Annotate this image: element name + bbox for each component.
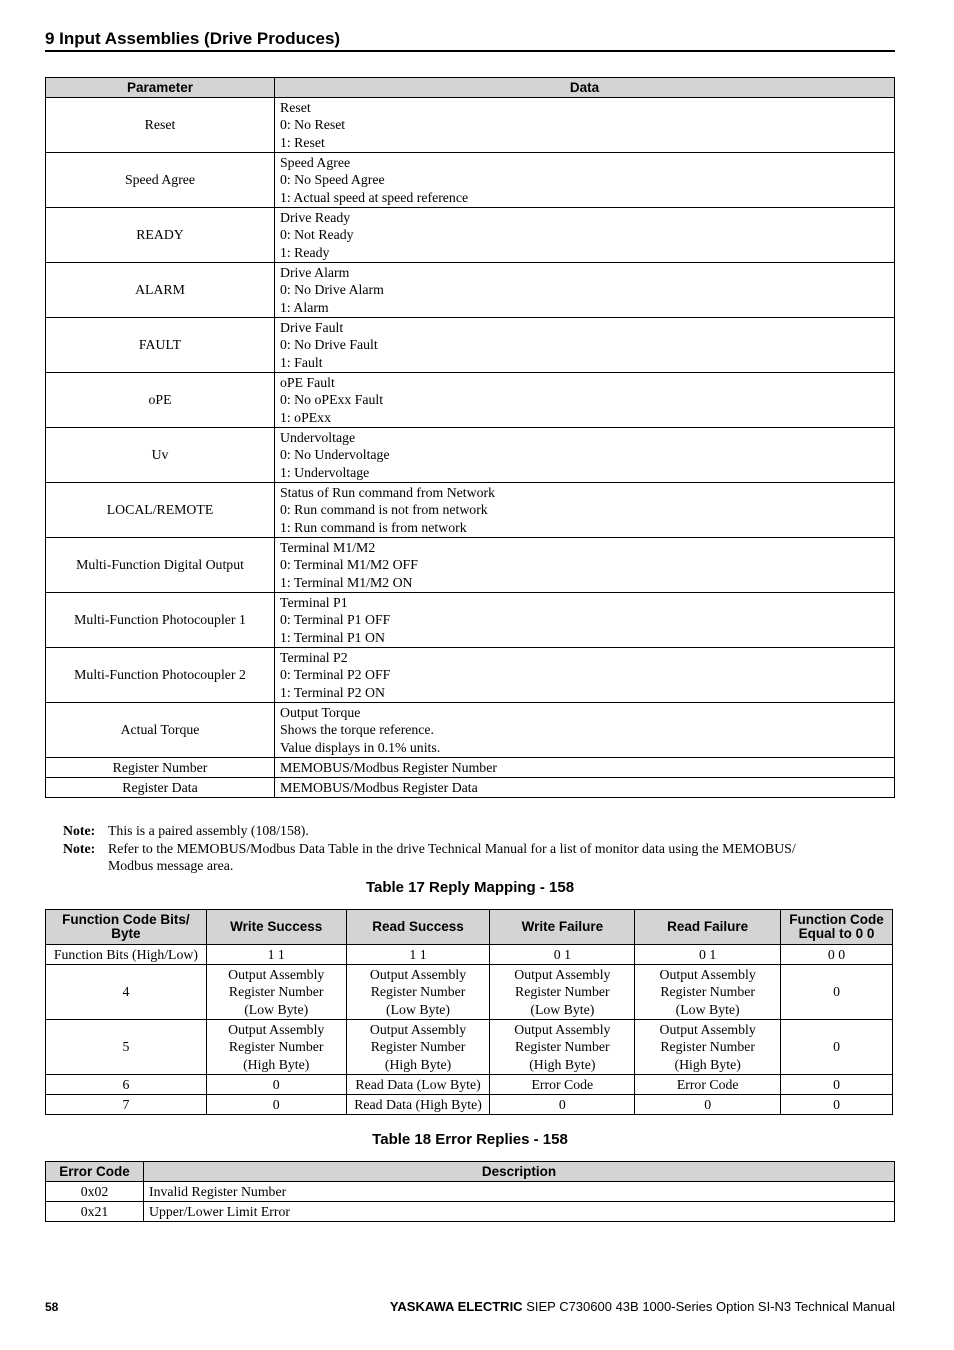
table-cell (635, 965, 781, 1020)
cell-line: (High Byte) (384, 1056, 452, 1072)
cell-line: Output Assembly (514, 1021, 611, 1037)
parameter-cell: LOCAL/REMOTE (46, 483, 275, 538)
parameter-cell: Multi-Function Digital Output (46, 538, 275, 593)
table-cell (635, 1095, 781, 1115)
error-code-cell: 0x21 (46, 1202, 144, 1222)
table-cell (490, 1075, 635, 1095)
parameter-cell: FAULT (46, 318, 275, 373)
data-cell (275, 428, 895, 483)
table-cell (490, 1095, 635, 1115)
table-cell (46, 945, 207, 965)
note-label: Note: (63, 823, 96, 838)
note (63, 822, 843, 840)
data-line: 0: No Reset (280, 117, 346, 133)
cell-line: 0 (558, 1096, 566, 1112)
table-header-row (46, 910, 893, 945)
parameter-cell: Multi-Function Photocoupler 1 (46, 593, 275, 648)
table-row (46, 965, 893, 1020)
note-text (108, 822, 309, 840)
cell-line: 0 1 (699, 946, 717, 962)
cell-line: (Low Byte) (244, 1001, 309, 1017)
footer-brand: YASKAWA ELECTRIC (389, 1299, 523, 1314)
cell-line: Register Number (370, 1039, 466, 1055)
cell-line: 4 (122, 984, 130, 1000)
data-cell (275, 153, 895, 208)
data-line: Drive Ready (280, 209, 351, 225)
table-caption-reply-mapping: Table 17 Reply Mapping - 158 (365, 879, 575, 896)
header-line: Read Success (372, 919, 464, 934)
table-cell (206, 1020, 346, 1075)
table-caption-error-replies: Table 18 Error Replies - 158 (372, 1131, 568, 1148)
data-cell (275, 778, 895, 798)
data-line: MEMOBUS/Modbus Register Data (280, 779, 478, 795)
data-line: 1: Terminal M1/M2 ON (280, 574, 413, 590)
table-row (46, 1182, 895, 1202)
cell-line: Register Number (660, 1039, 755, 1055)
table-cell (46, 1075, 207, 1095)
table-cell (781, 965, 893, 1020)
column-header (346, 910, 490, 945)
cell-line: 0 1 (553, 946, 571, 962)
table-cell (635, 1075, 781, 1095)
table-cell (346, 1095, 490, 1115)
table-cell (635, 1020, 781, 1075)
cell-line: 7 (122, 1096, 130, 1112)
table-row (46, 593, 895, 648)
error-code-cell: 0x02 (46, 1182, 144, 1202)
cell-line: Register Number (515, 1039, 610, 1055)
column-header (46, 910, 207, 945)
note (63, 840, 843, 875)
header-line: Equal to 0 0 (798, 926, 875, 941)
table-cell (781, 1075, 893, 1095)
data-line: 1: Run command is from network (280, 519, 467, 535)
data-cell (275, 703, 895, 758)
column-header (206, 910, 346, 945)
data-line: 1: Alarm (280, 299, 329, 315)
cell-line: Register Number (370, 984, 466, 1000)
cell-line: Output Assembly (659, 1021, 756, 1037)
table-cell (490, 1020, 635, 1075)
note-text (108, 840, 796, 875)
cell-line: 6 (122, 1076, 130, 1092)
table-cell (346, 945, 490, 965)
cell-line: Output Assembly (659, 966, 756, 982)
cell-line: Register Number (660, 984, 755, 1000)
data-line: 1: Terminal P2 ON (280, 684, 385, 700)
cell-line: (High Byte) (674, 1056, 741, 1072)
cell-line: Output Assembly (228, 966, 325, 982)
data-line: Undervoltage (280, 429, 356, 445)
parameter-cell: Actual Torque (46, 703, 275, 758)
table-cell (46, 1020, 207, 1075)
description-cell: Upper/Lower Limit Error (144, 1202, 895, 1222)
data-cell (275, 373, 895, 428)
table-header-row (46, 1162, 895, 1182)
cell-line: 0 (833, 1096, 840, 1112)
data-line: Terminal P1 (280, 594, 348, 610)
data-line: 1: Fault (280, 354, 323, 370)
section-title: 9 Input Assemblies (Drive Produces) (45, 29, 895, 52)
data-line: 0: Terminal P1 OFF (280, 612, 391, 628)
data-line: 0: No Undervoltage (280, 447, 390, 463)
cell-line: (Low Byte) (530, 1001, 595, 1017)
table-cell (781, 1095, 893, 1115)
table-row (46, 648, 895, 703)
table-cell (46, 965, 207, 1020)
data-line: 0: Not Ready (280, 227, 354, 243)
table-row (46, 778, 895, 798)
table-row (46, 318, 895, 373)
cell-line: 1 1 (409, 946, 427, 962)
data-cell (275, 98, 895, 153)
column-header-parameter: Parameter (46, 78, 275, 98)
column-header (490, 910, 635, 945)
cell-line: 0 (833, 1076, 840, 1092)
data-line: Terminal M1/M2 (280, 539, 376, 555)
table-cell (206, 1075, 346, 1095)
cell-line: (Low Byte) (386, 1001, 451, 1017)
notes (63, 822, 843, 875)
parameter-cell: Register Data (46, 778, 275, 798)
table-row (46, 945, 893, 965)
data-line: Shows the torque reference. (280, 722, 435, 738)
note-line: Modbus message area. (108, 858, 234, 873)
cell-line: Read Data (Low Byte) (355, 1076, 481, 1092)
data-line: 0: No Speed Agree (280, 172, 385, 188)
table-row (46, 483, 895, 538)
table-cell (781, 945, 893, 965)
parameter-cell: READY (46, 208, 275, 263)
table-row (46, 1095, 893, 1115)
parameter-cell: oPE (46, 373, 275, 428)
data-line: 0: Terminal M1/M2 OFF (280, 557, 418, 573)
data-line: Speed Agree (280, 154, 351, 170)
data-line: Drive Alarm (280, 264, 350, 280)
footer-document-title (390, 1299, 895, 1314)
table-cell (206, 945, 346, 965)
table-cell (490, 965, 635, 1020)
data-cell (275, 648, 895, 703)
table-row (46, 1202, 895, 1222)
column-header-error-code: Error Code (46, 1162, 144, 1182)
cell-line: Output Assembly (514, 966, 611, 982)
data-cell (275, 208, 895, 263)
cell-line: 0 (272, 1076, 280, 1092)
table-row (46, 1020, 893, 1075)
table-header-row (46, 78, 895, 98)
table-row (46, 208, 895, 263)
column-header-data: Data (275, 78, 895, 98)
table-cell (46, 1095, 207, 1115)
page-number: 58 (45, 1300, 59, 1314)
data-line: oPE Fault (280, 374, 335, 390)
parameter-cell: Register Number (46, 758, 275, 778)
cell-line: 1 1 (267, 946, 285, 962)
parameter-cell: Speed Agree (46, 153, 275, 208)
data-line: 0: Terminal P2 OFF (280, 667, 391, 683)
data-line: Output Torque (280, 704, 361, 720)
cell-line: Output Assembly (369, 1021, 467, 1037)
data-line: 1: Undervoltage (280, 464, 370, 480)
cell-line: Error Code (676, 1076, 739, 1092)
data-line: 0: No oPExx Fault (280, 392, 384, 408)
data-line: 1: Reset (280, 134, 325, 150)
data-line: 0: No Drive Alarm (280, 282, 384, 298)
data-line: 1: oPExx (280, 409, 331, 425)
cell-line: 0 0 (827, 946, 846, 962)
header-line: Byte (111, 926, 141, 941)
column-header (635, 910, 781, 945)
cell-line: 0 (833, 984, 840, 1000)
cell-line: Output Assembly (369, 966, 467, 982)
cell-line: Read Data (High Byte) (354, 1096, 482, 1112)
parameter-cell: Reset (46, 98, 275, 153)
cell-line: Output Assembly (228, 1021, 325, 1037)
data-line: 0: No Drive Fault (280, 337, 378, 353)
data-line: Status of Run command from Network (280, 484, 495, 500)
parameter-cell: Uv (46, 428, 275, 483)
note-line: Refer to the MEMOBUS/Modbus Data Table in the drive Technical Manual for a list of monitor data using the MEMOBUS/ (108, 840, 796, 856)
table-cell (490, 945, 635, 965)
table-row (46, 98, 895, 153)
cell-line: (Low Byte) (675, 1001, 740, 1017)
reply-mapping-table (45, 909, 893, 1115)
parameter-cell: ALARM (46, 263, 275, 318)
parameter-cell: Multi-Function Photocoupler 2 (46, 648, 275, 703)
table-row (46, 263, 895, 318)
data-line: Reset (280, 99, 311, 115)
note-line: This is a paired assembly (108/158). (108, 823, 309, 838)
header-line: Write Success (230, 919, 323, 934)
table-cell (781, 1020, 893, 1075)
data-line: 0: Run command is not from network (280, 502, 488, 518)
table-cell (635, 945, 781, 965)
table-row (46, 428, 895, 483)
data-line: 1: Ready (280, 244, 330, 260)
parameter-table (45, 77, 895, 798)
cell-line: Register Number (515, 984, 610, 1000)
table-row (46, 538, 895, 593)
header-line: Write Failure (521, 919, 604, 934)
data-cell (275, 483, 895, 538)
data-line: Drive Fault (280, 319, 344, 335)
table-row (46, 703, 895, 758)
table-cell (346, 965, 490, 1020)
data-cell (275, 318, 895, 373)
table-cell (206, 965, 346, 1020)
column-header (781, 910, 893, 945)
error-replies-table (45, 1161, 895, 1222)
cell-line: (High Byte) (529, 1056, 596, 1072)
data-cell (275, 593, 895, 648)
data-cell (275, 263, 895, 318)
table-row (46, 1075, 893, 1095)
cell-line: 0 (272, 1096, 280, 1112)
cell-line: Function Bits (High/Low) (53, 946, 198, 962)
note-label: Note: (63, 840, 96, 856)
data-cell (275, 538, 895, 593)
column-header-description: Description (144, 1162, 895, 1182)
data-line: 1: Terminal P1 ON (280, 629, 385, 645)
cell-line: 0 (833, 1039, 840, 1055)
data-line: Value displays in 0.1% units. (280, 739, 441, 755)
table-row (46, 758, 895, 778)
description-cell: Invalid Register Number (144, 1182, 895, 1202)
header-line: Read Failure (667, 919, 749, 934)
cell-line: Register Number (228, 1039, 324, 1055)
table-row (46, 373, 895, 428)
cell-line: 0 (704, 1096, 712, 1112)
footer-doc: SIEP C730600 43B 1000-Series Option SI-N3 Technical Manual (522, 1299, 895, 1314)
cell-line: 5 (122, 1039, 130, 1055)
cell-line: (High Byte) (243, 1056, 310, 1072)
cell-line: Error Code (531, 1076, 594, 1092)
cell-line: Register Number (228, 984, 324, 1000)
data-line: MEMOBUS/Modbus Register Number (280, 759, 497, 775)
data-line: Terminal P2 (280, 649, 348, 665)
table-cell (346, 1075, 490, 1095)
table-row (46, 153, 895, 208)
data-cell (275, 758, 895, 778)
table-cell (206, 1095, 346, 1115)
table-cell (346, 1020, 490, 1075)
header-line: Function Code (789, 912, 884, 927)
data-line: 1: Actual speed at speed reference (280, 189, 469, 205)
header-line: Function Code Bits/ (62, 912, 190, 927)
